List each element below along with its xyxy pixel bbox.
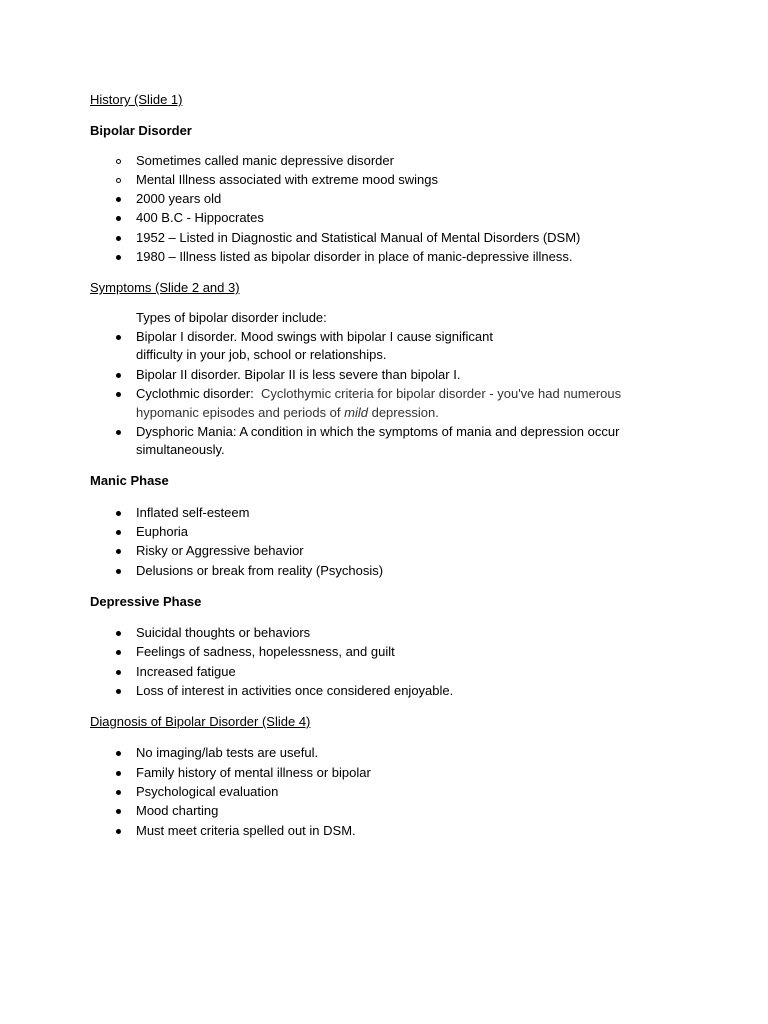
bullet-icon [113,543,123,559]
bullet-icon [113,505,123,521]
list-item-cyclothymic [136,386,621,402]
bullet-icon [113,230,123,246]
list-item-continuation [136,405,439,421]
depressive-phase-heading: Depressive Phase [90,594,202,609]
bullet-icon [113,329,123,345]
cyclothymic-line2-pre: hypomanic episodes and periods of [136,405,345,420]
hollow-bullet-icon [113,172,123,188]
list-item-continuation: simultaneously. [136,442,225,457]
history-heading: History (Slide 1) [90,92,183,107]
bullet-icon [113,644,123,660]
list-item: Suicidal thoughts or behaviors [136,625,311,640]
list-item-continuation: difficulty in your job, school or relationships. [136,347,387,362]
list-item: Risky or Aggressive behavior [136,543,304,558]
bullet-icon [113,784,123,800]
list-item: Sometimes called manic depressive disorder [136,153,394,168]
list-item: Euphoria [136,524,189,539]
bullet-icon [113,823,123,839]
list-item: Bipolar II disorder. Bipolar II is less severe than bipolar I. [136,367,461,382]
bullet-icon [113,210,123,226]
hollow-bullet-icon [113,153,123,169]
bullet-icon [113,424,123,440]
cyclothymic-line2-post: depression. [367,405,439,420]
cyclothymic-text: Cyclothymic criteria for bipolar disorder - you've had numerous [261,386,622,401]
list-item: Dysphoric Mania: A condition in which the symptoms of mania and depression occur [136,424,620,439]
list-item: Feelings of sadness, hopelessness, and guilt [136,644,395,659]
bullet-icon [113,191,123,207]
list-item: 1980 – Illness listed as bipolar disorder in place of manic-depressive illness. [136,249,573,264]
bullet-icon [113,745,123,761]
symptoms-heading: Symptoms (Slide 2 and 3) [90,280,240,295]
cyclothymic-line2-emphasis: mild [344,405,368,420]
bullet-icon [113,664,123,680]
bullet-icon [113,803,123,819]
list-item: Inflated self-esteem [136,505,250,520]
list-item: Delusions or break from reality (Psychosis) [136,563,384,578]
bullet-icon [113,249,123,265]
bullet-icon [113,625,123,641]
list-item: 2000 years old [136,191,222,206]
diagnosis-heading: Diagnosis of Bipolar Disorder (Slide 4) [90,714,311,729]
list-item: Loss of interest in activities once considered enjoyable. [136,683,454,698]
list-item: Bipolar I disorder. Mood swings with bipolar I cause significant [136,329,493,344]
bullet-icon [113,524,123,540]
bullet-icon [113,367,123,383]
list-item: Mental Illness associated with extreme mood swings [136,172,439,187]
cyclothymic-label: Cyclothmic disorder: [136,386,254,401]
bipolar-disorder-subheading: Bipolar Disorder [90,123,192,138]
list-item: Increased fatigue [136,664,236,679]
list-item: Family history of mental illness or bipolar [136,765,371,780]
list-item: Psychological evaluation [136,784,279,799]
bullet-icon [113,563,123,579]
bullet-icon [113,765,123,781]
manic-phase-heading: Manic Phase [90,473,169,488]
list-item: 1952 – Listed in Diagnostic and Statistical Manual of Mental Disorders (DSM) [136,230,581,245]
bullet-icon [113,683,123,699]
bullet-icon [113,386,123,402]
symptoms-intro: Types of bipolar disorder include: [136,310,327,325]
list-item: 400 B.C - Hippocrates [136,210,264,225]
list-item: Must meet criteria spelled out in DSM. [136,823,356,838]
list-item: No imaging/lab tests are useful. [136,745,319,760]
list-item: Mood charting [136,803,219,818]
